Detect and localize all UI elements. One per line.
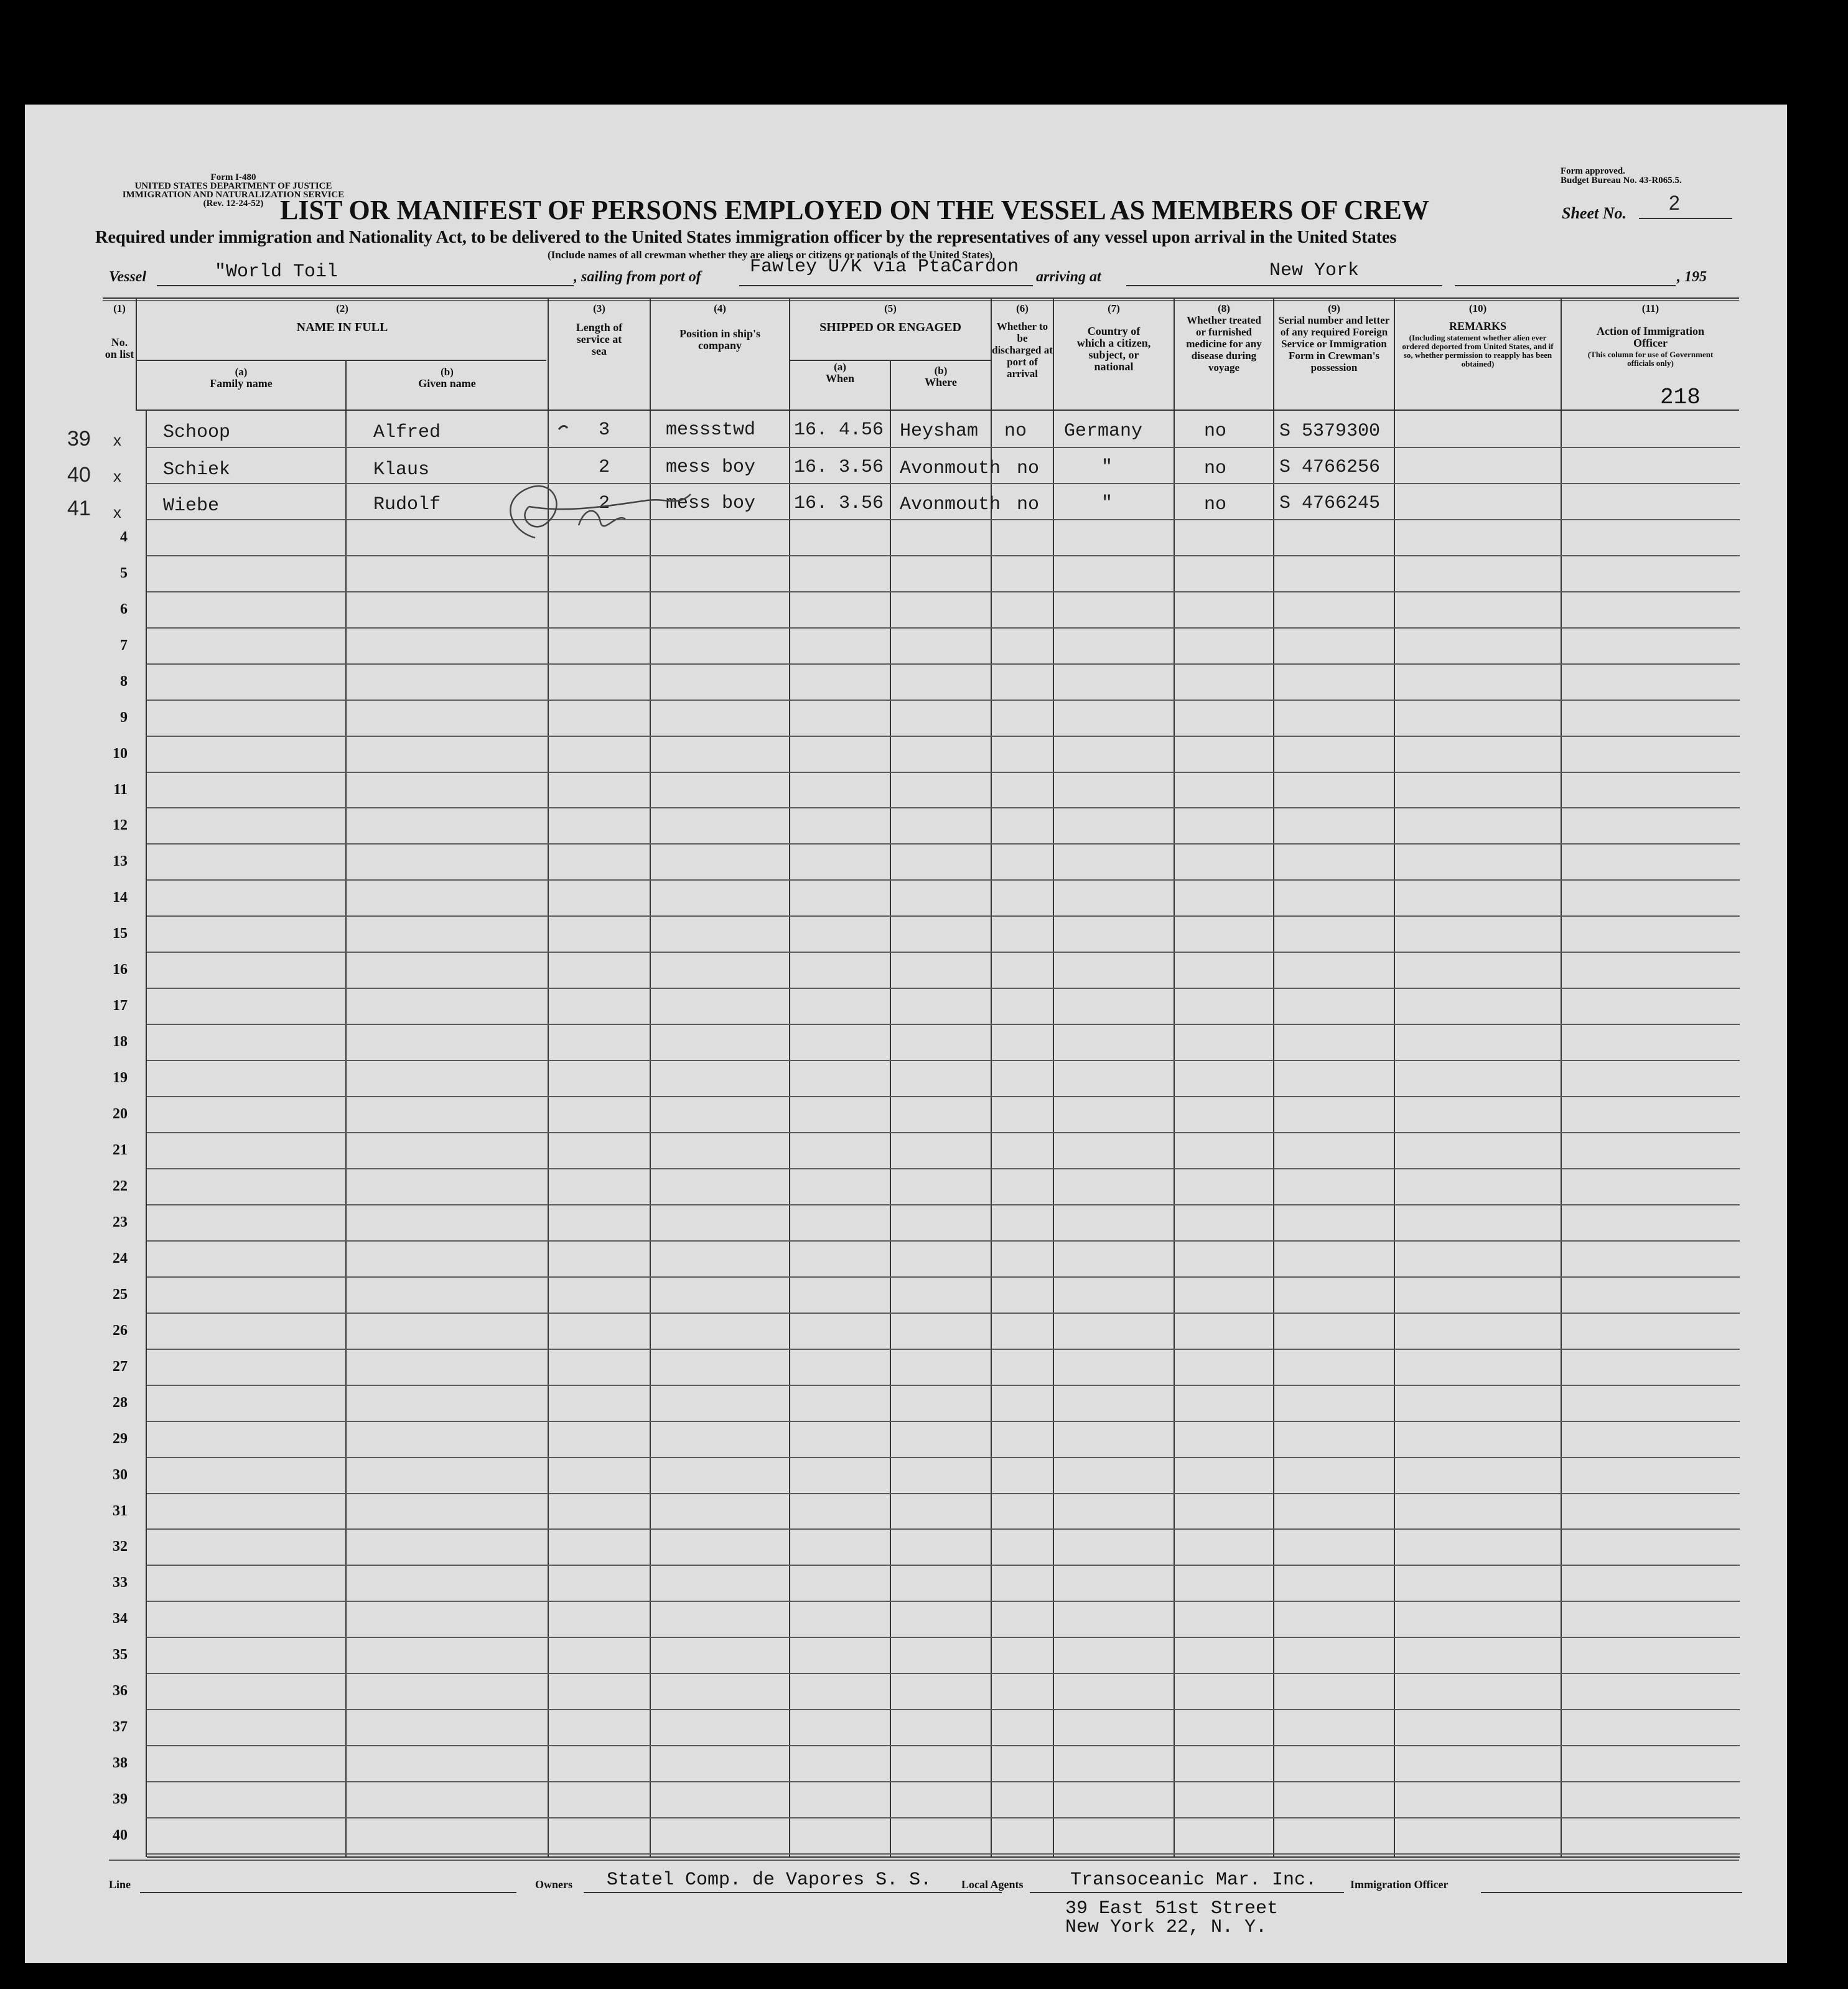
row-rule [147, 1745, 1740, 1746]
col3-header [549, 302, 650, 357]
row-rule [147, 1817, 1740, 1818]
service-length: 3 [599, 419, 610, 441]
col11-note: (This column for use of Government officials only) [1587, 350, 1714, 368]
col-divider-10 [1561, 297, 1562, 1857]
col-divider-5 [991, 297, 992, 1857]
row-rule [147, 772, 1740, 773]
service-name: IMMIGRATION AND NATURALIZATION SERVICE [122, 190, 345, 200]
col2b-number: (b) [441, 366, 454, 378]
row-rule [147, 591, 1740, 592]
shipped-when: 16. 3.56 [794, 457, 884, 478]
col7-header [1054, 302, 1174, 373]
row-number: 23 [113, 1214, 128, 1230]
row-rule [147, 1565, 1740, 1566]
col6-label: Whether to be discharged at port of arrival [992, 321, 1053, 380]
officer-rule [1481, 1892, 1742, 1893]
row-number: 6 [120, 601, 128, 617]
owners-label: Owners [535, 1878, 572, 1891]
discharge-status: no [1017, 458, 1040, 479]
col5-number: (5) [884, 302, 897, 314]
row-rule [147, 1853, 1740, 1855]
serial-number: S 4766256 [1279, 457, 1381, 478]
col7-label: Country of which a citizen, subject, or national [1076, 325, 1151, 373]
shipped-where: Avonmouth [900, 494, 1001, 515]
row-number: 4 [120, 529, 128, 545]
arrival-port: New York [1269, 260, 1360, 281]
treated-status: no [1204, 458, 1227, 479]
sheet-number-label: Sheet No. [1562, 204, 1626, 222]
year-label: , 195 [1677, 269, 1707, 285]
row-rule [147, 1060, 1740, 1061]
row-rule [147, 1349, 1740, 1350]
row-number: 34 [113, 1611, 128, 1627]
row-number: 12 [113, 817, 128, 833]
owners-rule [584, 1892, 1002, 1893]
col-divider-8 [1273, 297, 1274, 1857]
treated-status: no [1204, 494, 1227, 515]
col5b-label: Where [925, 376, 957, 388]
ship-position: messstwd [666, 419, 756, 441]
row-rule [147, 1673, 1740, 1674]
col-divider-6 [1053, 297, 1054, 1857]
treated-status: no [1204, 421, 1227, 442]
col6-number: (6) [1016, 302, 1029, 314]
row-number: 26 [113, 1322, 128, 1339]
col-divider-4 [789, 297, 790, 1857]
col5b-header [891, 365, 991, 388]
row-rule [147, 807, 1740, 808]
agent-address-street: 39 East 51st Street [1065, 1898, 1279, 1919]
given-name: Klaus [373, 459, 430, 480]
row-number: 39 [113, 1791, 128, 1807]
row-number: 38 [113, 1755, 128, 1771]
col5a-label: When [825, 372, 854, 385]
owners-name: Statel Comp. de Vapores S. S. [607, 1870, 932, 1891]
shipped-where: Heysham [900, 421, 979, 442]
sheet-number: 2 [1669, 192, 1680, 214]
given-name: Alfred [373, 422, 441, 443]
row-number: 22 [113, 1178, 128, 1194]
row-rule [147, 915, 1740, 917]
col9-number: (9) [1328, 302, 1340, 314]
col5a-header [790, 361, 890, 385]
row-rule [147, 1421, 1740, 1422]
row-number: 33 [113, 1575, 128, 1591]
immigration-officer-label: Immigration Officer [1350, 1878, 1449, 1891]
crew-inclusion-note: (Include names of all crewman whether they are aliens or citizens or nationals of the United States) [548, 249, 993, 261]
handwritten-list-number: 41 [67, 497, 91, 520]
handwritten-list-number: 39 [67, 427, 91, 451]
form-approval-block [1561, 167, 1682, 185]
sailing-port: Fawley U/K via PtaCardon [750, 256, 1019, 278]
vessel-rule [157, 285, 574, 286]
date-rule [1455, 285, 1676, 286]
footer-rule-top [109, 1860, 1739, 1861]
budget-bureau-number: Budget Bureau No. 43-R065.5. [1561, 176, 1682, 185]
row-rule [147, 843, 1740, 845]
row-number: 29 [113, 1431, 128, 1447]
form-approved: Form approved. [1561, 166, 1625, 176]
row-number: 15 [113, 925, 128, 942]
shipped-where: Avonmouth [900, 458, 1001, 479]
row-rule [147, 988, 1740, 989]
row-rule [147, 1457, 1740, 1458]
handwritten-list-number: 40 [67, 463, 91, 487]
shipped-when: 16. 3.56 [794, 493, 884, 514]
citizenship-country: " [1101, 457, 1113, 478]
row-number: 36 [113, 1683, 128, 1699]
col2-header [137, 302, 548, 334]
line-label: Line [109, 1878, 131, 1891]
row-rule [147, 1168, 1740, 1169]
local-agents-label: Local Agents [961, 1878, 1024, 1891]
row-number: 30 [113, 1467, 128, 1483]
row-rule [147, 1240, 1740, 1242]
ship-position: mess boy [666, 493, 756, 514]
row-number: 11 [113, 782, 128, 798]
col4-number: (4) [714, 302, 726, 314]
col10-number: (10) [1468, 302, 1487, 314]
col1-label: No. on list [105, 336, 134, 360]
col3-label: Length of service at sea [576, 321, 623, 357]
col8-header [1175, 302, 1273, 373]
col4-header [651, 302, 789, 352]
table-top-border [103, 297, 1739, 299]
row-number: 24 [113, 1250, 128, 1266]
row-rule [147, 700, 1740, 701]
col2b-header [347, 366, 548, 390]
col5b-number: (b) [934, 365, 948, 377]
row-number: 25 [113, 1286, 128, 1303]
row-rule [147, 1601, 1740, 1602]
col2-number: (2) [336, 302, 348, 314]
col10-label: REMARKS [1449, 320, 1506, 332]
name-subheader-rule [136, 360, 546, 361]
row-rule [147, 1781, 1740, 1782]
col-divider-5a [890, 360, 891, 1857]
row-rule [147, 879, 1740, 881]
row-number: 9 [120, 709, 128, 726]
serial-number: S 5379300 [1279, 421, 1381, 442]
local-agents-name: Transoceanic Mar. Inc. [1070, 1870, 1317, 1891]
col3-number: (3) [593, 302, 605, 314]
family-name: Schiek [163, 459, 231, 480]
row-number: 20 [113, 1106, 128, 1122]
row-number: 27 [113, 1359, 128, 1375]
row-rule [147, 1385, 1740, 1386]
arrival-rule [1126, 285, 1442, 286]
col4-label: Position in ship's company [679, 327, 761, 352]
col2-label: NAME IN FULL [296, 321, 388, 334]
col5-label: SHIPPED OR ENGAGED [819, 321, 961, 334]
immigration-action-number: 218 [1660, 385, 1701, 410]
port-rule [739, 285, 1033, 286]
service-length: 2 [599, 457, 610, 478]
row-number: 32 [113, 1538, 128, 1555]
row-rule [147, 483, 1740, 484]
given-name: Rudolf [373, 494, 441, 515]
row-rule [147, 952, 1740, 953]
col6-header [992, 302, 1053, 380]
row-rule [147, 1528, 1740, 1530]
col-divider-2a [345, 360, 347, 1857]
col11-header [1562, 302, 1739, 368]
col5a-number: (a) [834, 361, 846, 373]
row-rule [147, 555, 1740, 556]
row-number: 7 [120, 637, 128, 653]
row-rule [147, 1276, 1740, 1278]
col2a-label: Family name [210, 377, 273, 390]
table-top-border-inner [103, 300, 1739, 301]
col9-header [1274, 302, 1394, 373]
col10-header [1395, 302, 1561, 368]
page-title: LIST OR MANIFEST OF PERSONS EMPLOYED ON THE VESSEL AS MEMBERS OF CREW [280, 195, 1429, 225]
row-number: 13 [113, 853, 128, 869]
row-number: 31 [113, 1503, 128, 1519]
row-number: 37 [113, 1719, 128, 1735]
col1-header [105, 302, 134, 360]
family-name: Wiebe [163, 495, 220, 517]
row-rule [147, 1493, 1740, 1494]
col2a-number: (a) [235, 366, 248, 378]
row-rule [147, 1024, 1740, 1025]
ship-position: mess boy [666, 457, 756, 478]
row-rule [147, 627, 1740, 629]
col-divider-9 [1394, 297, 1395, 1857]
row-number: 14 [113, 889, 128, 906]
row-number: 5 [120, 565, 128, 581]
row-rule [147, 1709, 1740, 1710]
row-number: 28 [113, 1395, 128, 1411]
row-rule [147, 1637, 1740, 1638]
row-rule [147, 447, 1740, 448]
row-rule [147, 1096, 1740, 1097]
line-rule [140, 1892, 516, 1893]
col9-label: Serial number and letter of any required Foreign Service or Immigration Form in Crewman's possession [1278, 314, 1390, 373]
handwritten-signature-scribble [492, 413, 716, 600]
col5-header [790, 302, 991, 334]
vessel-label: Vessel [109, 269, 146, 285]
row-check-mark: x [113, 467, 121, 485]
row-number: 21 [113, 1142, 128, 1158]
col8-label: Whether treated or furnished medicine for any disease during voyage [1186, 314, 1262, 373]
shipped-when: 16. 4.56 [794, 419, 884, 441]
row-rule [147, 1204, 1740, 1205]
col2b-label: Given name [418, 377, 476, 390]
department-name: UNITED STATES DEPARTMENT OF JUSTICE [134, 181, 332, 191]
serial-number: S 4766245 [1279, 493, 1381, 514]
row-rule [147, 1313, 1740, 1314]
sailing-label: , sailing from port of [574, 269, 701, 285]
service-length: 2 [599, 493, 610, 514]
row-number: 16 [113, 962, 128, 978]
agents-rule [1030, 1892, 1344, 1893]
col11-number: (11) [1641, 302, 1659, 314]
agent-address-city: New York 22, N. Y. [1065, 1917, 1267, 1938]
discharge-status: no [1017, 494, 1040, 515]
citizenship-country: Germany [1064, 421, 1143, 442]
sheet-number-rule [1639, 218, 1732, 219]
col2a-header [137, 366, 345, 390]
form-number: Form I-480 [210, 172, 256, 182]
row-number: 35 [113, 1647, 128, 1663]
col-divider-1-body [146, 410, 147, 1857]
col-divider-7 [1174, 297, 1175, 1857]
table-bottom-border [147, 1856, 1740, 1858]
row-number: 8 [120, 673, 128, 690]
col11-label: Action of Immigration Officer [1597, 325, 1704, 349]
row-rule [147, 663, 1740, 665]
form-subtitle: Required under immigration and Nationality Act, to be delivered to the United States immigration officer by the representatives of any vessel upon arrival in the United States [95, 228, 1397, 247]
col8-number: (8) [1218, 302, 1230, 314]
citizenship-country: " [1101, 493, 1113, 514]
family-name: Schoop [163, 422, 231, 443]
row-check-mark: x [113, 431, 121, 449]
vessel-name: "World Toil [215, 261, 338, 283]
revision-date: (Rev. 12-24-52) [203, 199, 264, 208]
arriving-label: arriving at [1036, 269, 1101, 285]
row-number: 17 [113, 998, 128, 1014]
row-check-mark: x [113, 503, 121, 522]
header-bottom-rule [136, 410, 1739, 411]
row-number: 10 [113, 746, 128, 762]
row-rule [147, 1132, 1740, 1133]
row-rule [147, 736, 1740, 737]
col10-note: (Including statement whether alien ever ordered deported from United States, and if so, whether permission to reapply has been obtained) [1402, 333, 1554, 368]
col7-number: (7) [1108, 302, 1120, 314]
row-number: 19 [113, 1070, 128, 1086]
row-rule [147, 519, 1740, 520]
row-number: 40 [113, 1827, 128, 1843]
col1-number: (1) [113, 302, 126, 314]
row-number: 18 [113, 1034, 128, 1050]
discharge-status: no [1004, 421, 1027, 442]
